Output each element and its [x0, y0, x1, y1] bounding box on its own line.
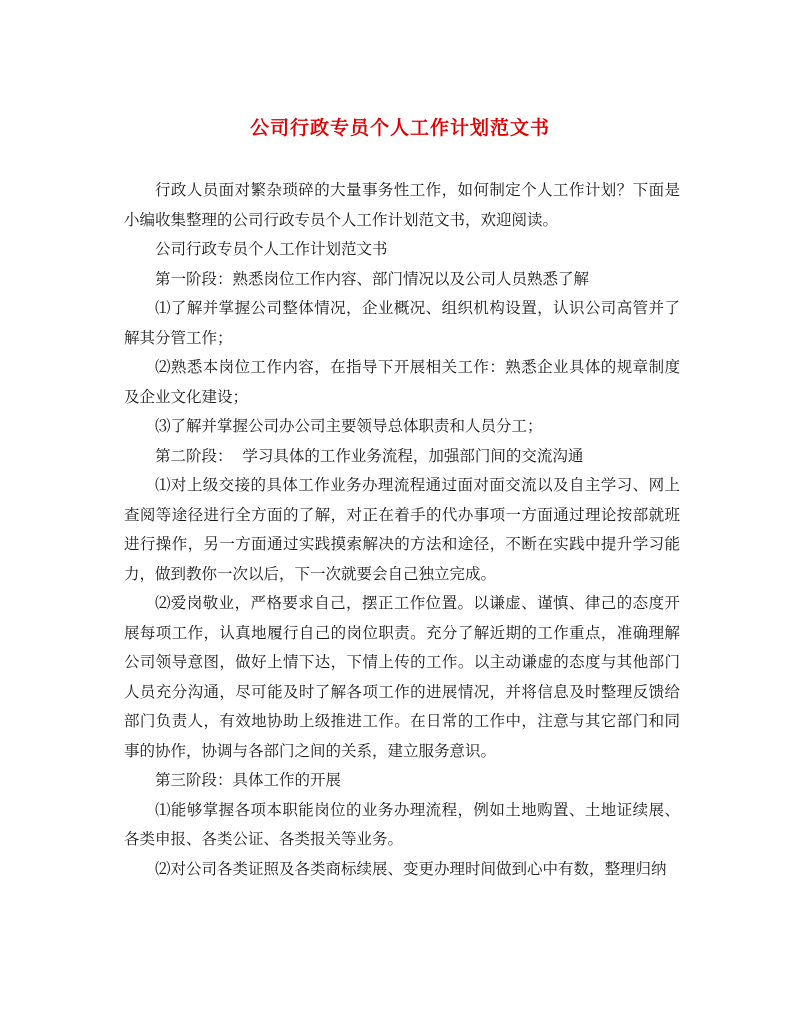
paragraph-stage-3-item-1: ⑴能够掌握各项本职能岗位的业务办理流程，例如土地购置、土地证续展、各类申报、各类公证、各类报关等业务。 [124, 800, 680, 848]
paragraph-stage-1-heading: 第一阶段：熟悉岗位工作内容、部门情况以及公司人员熟悉了解 [155, 269, 590, 288]
paragraph-stage-3-item-2: ⑵对公司各类证照及各类商标续展、变更办理时间做到心中有数，整理归纳 [155, 859, 667, 878]
paragraph-stage-2-item-1: ⑴对上级交接的具体工作业务办理流程通过面对面交流以及自主学习、网上查阅等途径进行全方面的了解，对正在着手的代办事项一方面通过理论按部就班进行操作，另一方面通过实践摸索解决的方法和途径，不断在实践中提升学习能力，做到教你一次以后，下一次就要会自己独立完成。 [124, 476, 680, 583]
paragraph-stage-2-item-2: ⑵爱岗敬业，严格要求自己，摆正工作位置。以谦虚、谨慎、律己的态度开展每项工作，认真地履行自己的岗位职责。充分了解近期的工作重点，准确理解公司领导意图，做好上情下达，下情上传的工作。以主动谦虚的态度与其他部门人员充分沟通，尽可能及时了解各项工作的进展情况，并将信息及时整理反馈给部门负责人，有效地协助上级推进工作。在日常的工作中，注意与其它部门和同事的协作，协调与各部门之间的关系，建立服务意识。 [124, 594, 680, 760]
paragraph-stage-1-item-3: ⑶了解并掌握公司办公司主要领导总体职责和人员分工； [155, 417, 543, 435]
paragraph-stage-1-item-2: ⑵熟悉本岗位工作内容，在指导下开展相关工作：熟悉企业具体的规章制度及企业文化建设； [124, 358, 680, 406]
document-title: 公司行政专员个人工作计划范文书 [249, 117, 550, 139]
document-body [124, 176, 680, 884]
paragraph-stage-1-item-1: ⑴了解并掌握公司整体情况，企业概况、组织机构设置，认识公司高管并了解其分管工作； [124, 299, 680, 347]
paragraph-subtitle: 公司行政专员个人工作计划范文书 [155, 240, 388, 258]
paragraph-intro: 行政人员面对繁杂琐碎的大量事务性工作，如何制定个人工作计划？下面是小编收集整理的公司行政专员个人工作计划范文书，欢迎阅读。 [124, 181, 680, 229]
paragraph-stage-3-heading: 第三阶段：具体工作的开展 [155, 771, 342, 789]
paragraph-stage-2-heading: 第二阶段： 学习具体的工作业务流程，加强部门间的交流沟通 [155, 446, 584, 465]
